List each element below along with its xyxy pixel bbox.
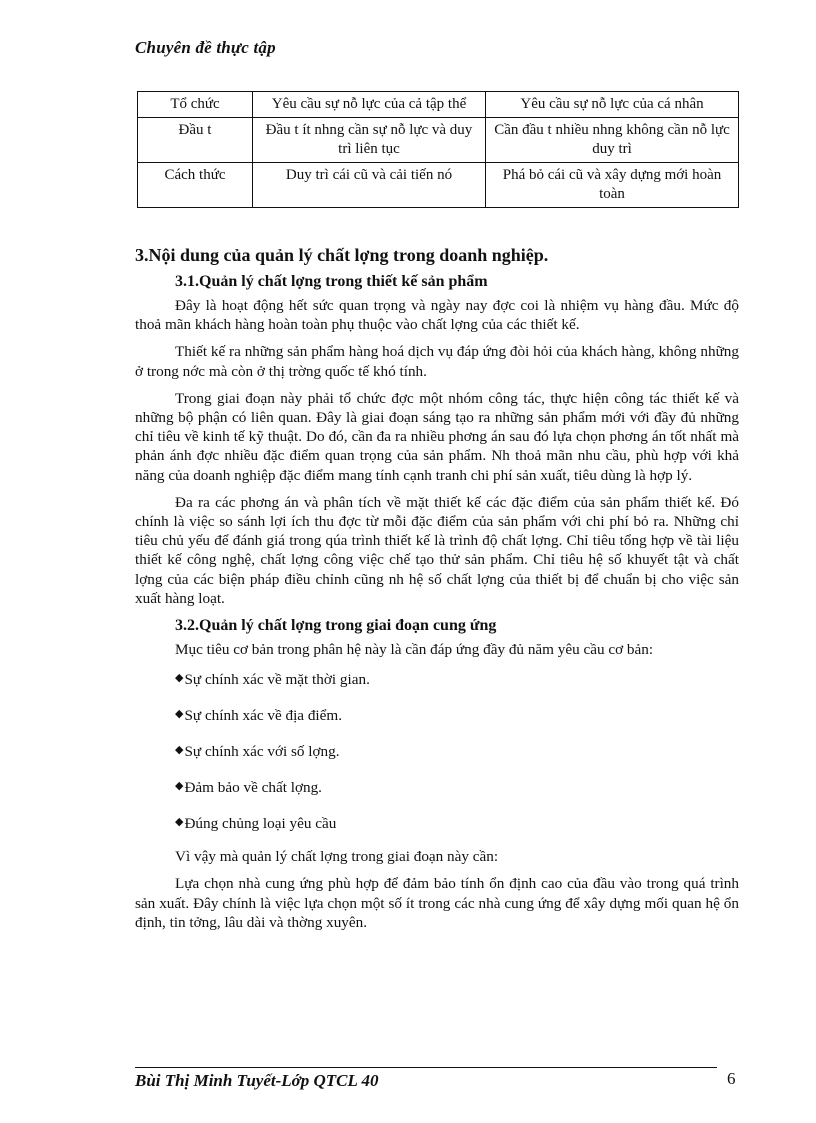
comparison-table [137,91,739,208]
table-cell: Duy trì cái cũ và cải tiến nó [253,163,486,208]
table-cell: Cách thức [138,163,253,208]
document-header-title: Chuyên đề thực tập [135,38,276,57]
table-cell: Cần đầu t nhiều nhng không cần nỗ lực duy trì [486,118,739,163]
diamond-bullet-icon: ◆ [175,744,184,757]
section-heading: 3.Nội dung của quản lý chất lợng trong doanh nghiệp. [135,245,549,265]
table-cell: Yêu cầu sự nỗ lực của cả tập thể [253,92,486,118]
footer-divider [135,1067,717,1068]
document-body [135,244,739,940]
footer-author: Bùi Thị Minh Tuyết-Lớp QTCL 40 [135,1071,379,1090]
table-cell: Phá bỏ cái cũ và xây dựng mới hoàn toàn [486,163,739,208]
paragraph: Lựa chọn nhà cung ứng phù hợp để đảm bảo tính ổn định cao của đầu vào trong quá trình sản xuất. Đây chính là việc lựa chọn một số ít trong các nhà cung ứng để xây dựng mối quan hệ ổn định, tin tởng, lâu dài và thờng xuyên. [135,875,739,931]
table-cell: Tổ chức [138,92,253,118]
list-item-text: Đúng chủng loại yêu cầu [184,815,337,833]
diamond-bullet-icon: ◆ [175,780,184,793]
table-cell: Đầu t [138,118,253,163]
paragraph: Vì vậy mà quản lý chất lợng trong giai đoạn này cần: [175,848,499,866]
subsection-heading-3-1: 3.1.Quản lý chất lợng trong thiết kế sản phẩm [175,273,488,290]
page-number: 6 [727,1069,736,1088]
paragraph: Trong giai đoạn này phải tổ chức đợc một nhóm công tác, thực hiện công tác thiết kế và những bộ phận có liên quan. Đây là giai đoạn sáng tạo ra những sản phẩm mới với đầy đủ những chỉ tiêu về kinh tế kỹ thuật. Do đó, cần đa ra nhiều phơng án sau đó lựa chọn phơng án tốt nhất mà phản ánh đợc nhiều đặc điểm quan trọng của sản phẩm. Nh thoả mãn nhu cầu, phù hợp với khả năng của doanh nghiệp đặc điểm mang tính cạnh tranh chi phí sản xuất, tiêu dùng là hợp lý. [135,389,739,484]
list-item [175,775,739,799]
list-item [175,811,739,835]
diamond-bullet-icon: ◆ [175,816,184,829]
paragraph: Đây là hoạt động hết sức quan trọng và ngày nay đợc coi là nhiệm vụ hàng đầu. Mức độ thoả mãn khách hàng hoàn toàn phụ thuộc vào chất lợng của các thiết kế. [135,297,739,334]
list-item-text: Sự chính xác về địa điểm. [184,707,343,725]
list-item-text: Đảm bảo về chất lợng. [184,779,322,797]
diamond-bullet-icon: ◆ [175,708,184,721]
list-item [175,667,739,691]
list-item [175,703,739,727]
paragraph: Thiết kế ra những sản phẩm hàng hoá dịch vụ đáp ứng đòi hỏi của khách hàng, không những ở trong nớc mà còn ở thị trờng quốc tế khó tính. [135,343,739,380]
subsection-heading-3-2: 3.2.Quản lý chất lợng trong giai đoạn cung ứng [175,617,497,635]
table-row [138,163,739,208]
table-cell: Đầu t ít nhng cần sự nỗ lực và duy trì liên tục [253,118,486,163]
list-item-text: Sự chính xác về mặt thời gian. [184,671,370,689]
table-row [138,92,739,118]
list-item-text: Sự chính xác với số lợng. [184,743,340,761]
diamond-bullet-icon: ◆ [175,672,184,685]
paragraph: Mục tiêu cơ bản trong phân hệ này là cần đáp ứng đầy đủ năm yêu cầu cơ bản: [175,641,654,659]
table-cell: Yêu cầu sự nỗ lực của cá nhân [486,92,739,118]
table-row [138,118,739,163]
paragraph: Đa ra các phơng án và phân tích về mặt thiết kế các đặc điểm của sản phẩm thiết kế. Đó chính là việc so sánh lợi ích thu đợc từ mỗi đặc điểm của sản phẩm với chi phí bỏ ra. Những chỉ tiêu chủ yếu để đánh giá trong qúa trình thiết kế là trình độ chất lợng. Chỉ tiêu tổng hợp về tài liệu thiết kế công nghệ, chất lợng công việc chế tạo thử sản phẩm. Chỉ tiêu hệ số khuyết tật và chất lợng của các biện pháp điều chỉnh cũng nh hệ số chất lợng của thiết bị để chuẩn bị cho việc sản xuất hàng loạt. [135,493,739,607]
list-item [175,739,739,763]
